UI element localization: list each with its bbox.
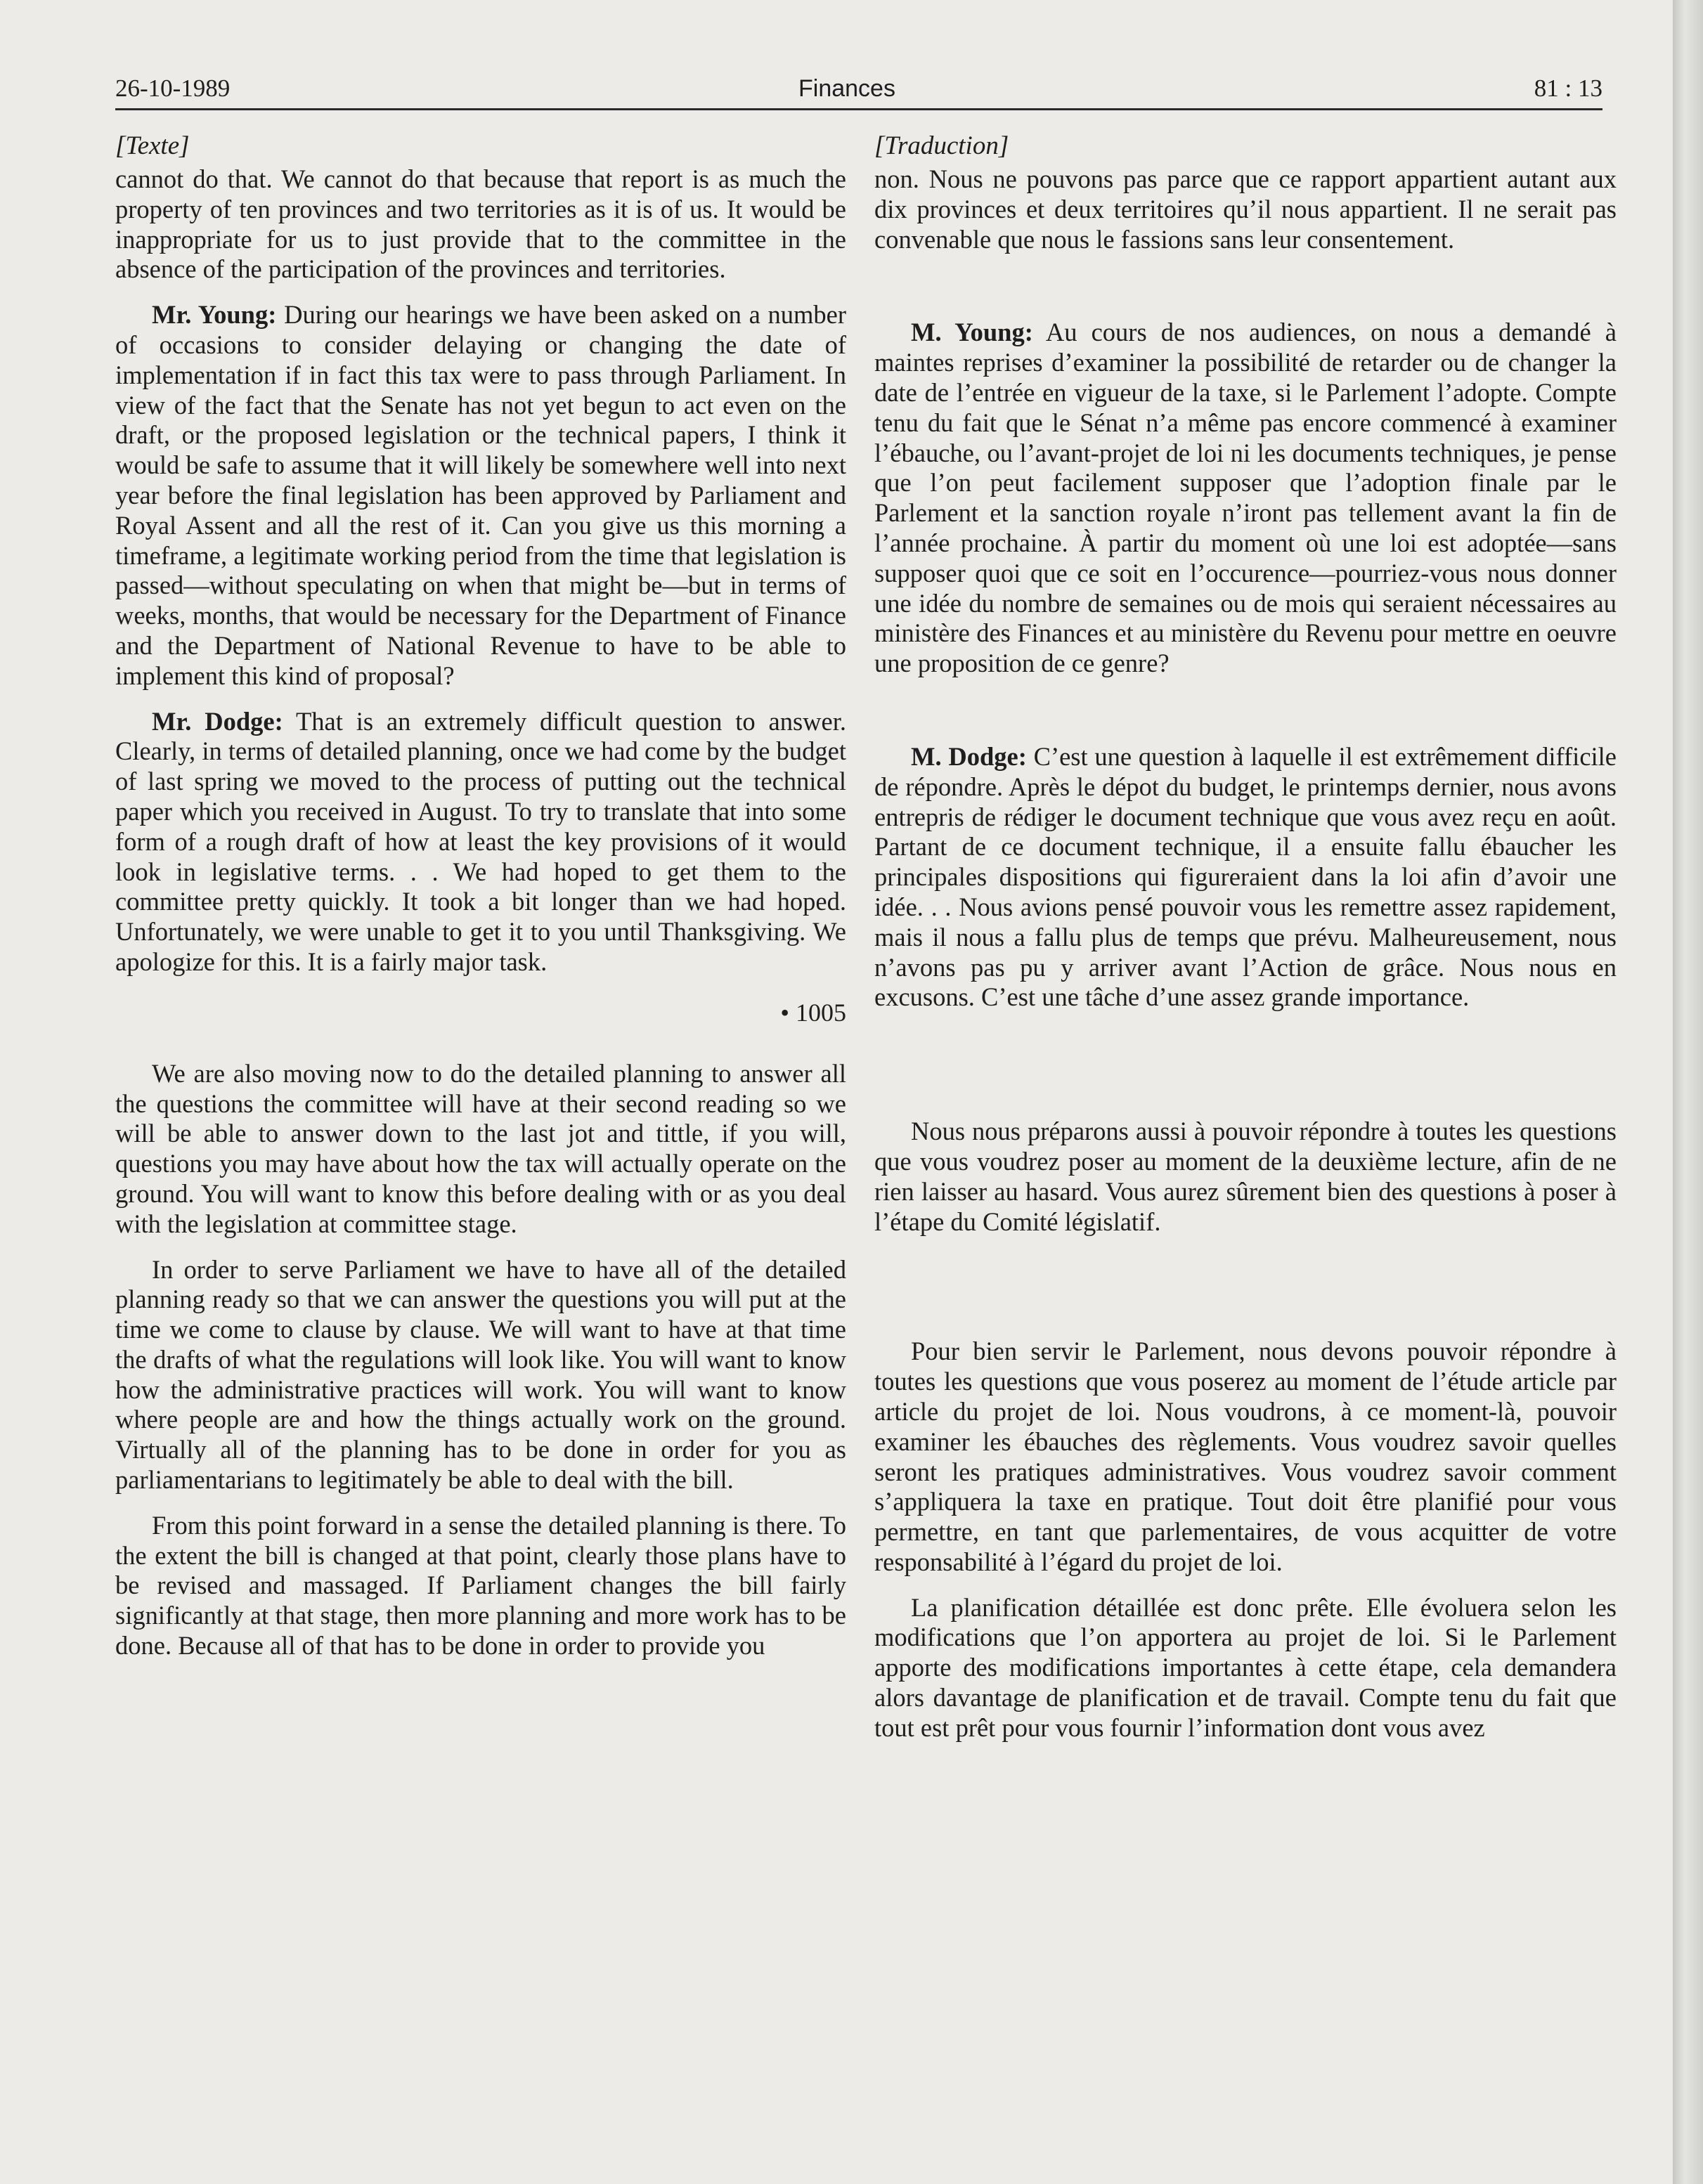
- french-language-label: [Traduction]: [874, 131, 1009, 160]
- french-paragraph-2: [874, 318, 1617, 679]
- french-column: [874, 131, 1617, 2169]
- french-label-text: Traduction: [884, 131, 999, 160]
- french-paragraph-3-text: C’est une question à laquelle il est extrêmement difficile de répondre. Après le dépot du budget, le printemps dernier, nous avons entrepris de rédiger le document technique que vous avez reçu en août. Partant de ce document technique, il a ensuite fallu ébaucher les principales dispositions qui figureraient dans la loi afin d’avoir une idée. . . Nous avions pensé pouvoir vous les remettre assez rapidement, mais il nous a fallu plus de temps que prévu. Malheureusement, nous n’avons pas pu y arriver avant l’Action de grâce. Nous nous en excusons. C’est une tâche d’une assez grande importance.: [874, 741, 1617, 1012]
- english-label-text: Texte: [125, 131, 180, 160]
- french-spacer: [874, 694, 1617, 742]
- french-paragraph-1: non. Nous ne pouvons pas parce que ce rapport appartient autant aux dix provinces et deux territoires qu’il nous appartient. Il ne serait pas convenable que nous le fassions sans leur consentement.: [874, 164, 1617, 254]
- french-spacer: [874, 1028, 1617, 1117]
- english-paragraph-4: We are also moving now to do the detailed planning to answer all the questions the committee will have at their second reading so we will be able to answer down to the last jot and tittle, if you will, questions you may have about how the tax will actually operate on the ground. You will want to know this before dealing with or as you deal with the legislation at committee stage.: [115, 1058, 846, 1238]
- header-rule: [115, 108, 1602, 110]
- header-date: 26-10-1989: [115, 74, 231, 102]
- english-paragraph-3-text: That is an extremely difficult question to answer. Clearly, in terms of detailed planning, once we had come by the budget of last spring we moved to the process of putting out the technical paper which you received in August. To try to translate that into some form of a rough draft of how at least the key provisions of it would look in legislative terms. . . We had hoped to get them to the committee pretty quickly. It took a bit longer than we had hoped. Unfortunately, we were unable to get it to you until Thanksgiving. We apologize for this. It is a fairly major task.: [115, 706, 846, 976]
- english-paragraph-3: [115, 707, 846, 977]
- speaker-young-en: Mr. Young:: [152, 300, 277, 330]
- english-language-label: [Texte]: [115, 131, 190, 160]
- header-title: Finances: [798, 75, 895, 102]
- english-column: [115, 131, 846, 2169]
- french-paragraph-4: Nous nous préparons aussi à pouvoir répondre à toutes les questions que vous voudrez poser au moment de la deuxième lecture, afin de ne rien laisser au hasard. Vous aurez sûrement bien des questions à poser à l’étape du Comité législatif.: [874, 1117, 1617, 1236]
- header-page-number: 81 : 13: [1534, 74, 1602, 102]
- page-header: [115, 73, 1602, 110]
- french-spacer: [874, 270, 1617, 318]
- english-paragraph-5: In order to serve Parliament we have to have all of the detailed planning ready so that we can answer the questions you will put at the time we come to clause by clause. We will want to have at that time the drafts of what the regulations will look like. You will want to know how the administrative practices will work. You will want to know where people are and how the things actually work on the ground. Virtually all of the planning has to be done in order for you as parliamentarians to legitimately be able to deal with the bill.: [115, 1254, 846, 1495]
- speaker-young-fr: M. Young:: [911, 318, 1033, 347]
- french-paragraph-3: [874, 742, 1617, 1013]
- english-paragraph-2-text: During our hearings we have been asked on a number of occasions to consider delaying or changing the date of implementation if in fact this tax were to pass through Parliament. In view of the fact that the Senate has not yet begun to act even on the draft, or the proposed legislation or the technical papers, I think it would be safe to assume that it will likely be somewhere well into next year before the final legislation has been approved by Parliament and Royal Assent and all the rest of it. Can you give us this morning a timeframe, a legitimate working period from the time that legislation is passed—without speculating on when that might be—but in terms of weeks, months, that would be necessary for the Department of Finance and the Department of National Revenue to have to be able to implement this kind of proposal?: [115, 300, 847, 690]
- page-edge-shadow: [1673, 0, 1703, 2184]
- french-paragraph-5: Pour bien servir le Parlement, nous devons pouvoir répondre à toutes les questions que vous poserez au moment de l’étude article par article du projet de loi. Nous voudrons, à ce moment-là, pouvoir examiner les ébauches des règlements. Vous voudrez savoir quelles seront les pratiques administratives. Vous voudrez savoir comment s’appliquera la taxe en pratique. Tout doit être planifié pour vous permettre, en tant que parlementaires, de vous acquitter de votre responsabilité à l’égard du projet de loi.: [874, 1337, 1617, 1576]
- french-spacer: [874, 1252, 1617, 1337]
- english-paragraph-1: cannot do that. We cannot do that because that report is as much the property of ten provinces and two territories as it is of us. It would be inappropriate for us to just provide that to the committee in the absence of the participation of the provinces and territories.: [115, 164, 846, 284]
- french-paragraph-6: La planification détaillée est donc prête. Elle évoluera selon les modifications que l’on apportera au projet de loi. Si le Parlement apporte des modifications importantes à cette étape, cela demandera alors davantage de planification et de travail. Compte tenu du fait que tout est prêt pour vous fournir l’information dont vous avez: [874, 1592, 1617, 1742]
- time-marker: • 1005: [780, 998, 846, 1027]
- english-paragraph-6: From this point forward in a sense the detailed planning is there. To the extent the bill is changed at that point, clearly those plans have to be revised and massaged. If Parliament changes the bill fairly significantly at that stage, then more planning and more work has to be done. Because all of that has to be done in order to provide you: [115, 1510, 846, 1660]
- speaker-dodge-en: Mr. Dodge:: [152, 706, 283, 736]
- speaker-dodge-fr: M. Dodge:: [911, 741, 1027, 771]
- french-paragraph-2-text: Au cours de nos audiences, on nous a demandé à maintes reprises d’examiner la possibilité de retarder ou de changer la date de l’entrée en vigueur de la taxe, si le Parlement l’adopte. Compte tenu du fait que le Sénat n’a même pas encore commencé à examiner l’ébauche, ou l’avant-projet de loi ni les documents techniques, je pense que l’on peut facilement supposer que l’adoption finale par le Parlement et la sanction royale n’iront pas tellement avant la fin de l’année prochaine. À partir du moment où une loi est adoptée—sans supposer quoi que ce soit en l’occurence—pourriez-vous nous donner une idée du nombre de semaines ou de mois qui seraient nécessaires au ministère des Finances et au ministère du Revenu pour mettre en oeuvre une proposition de ce genre?: [874, 318, 1617, 678]
- english-paragraph-2: [115, 300, 846, 691]
